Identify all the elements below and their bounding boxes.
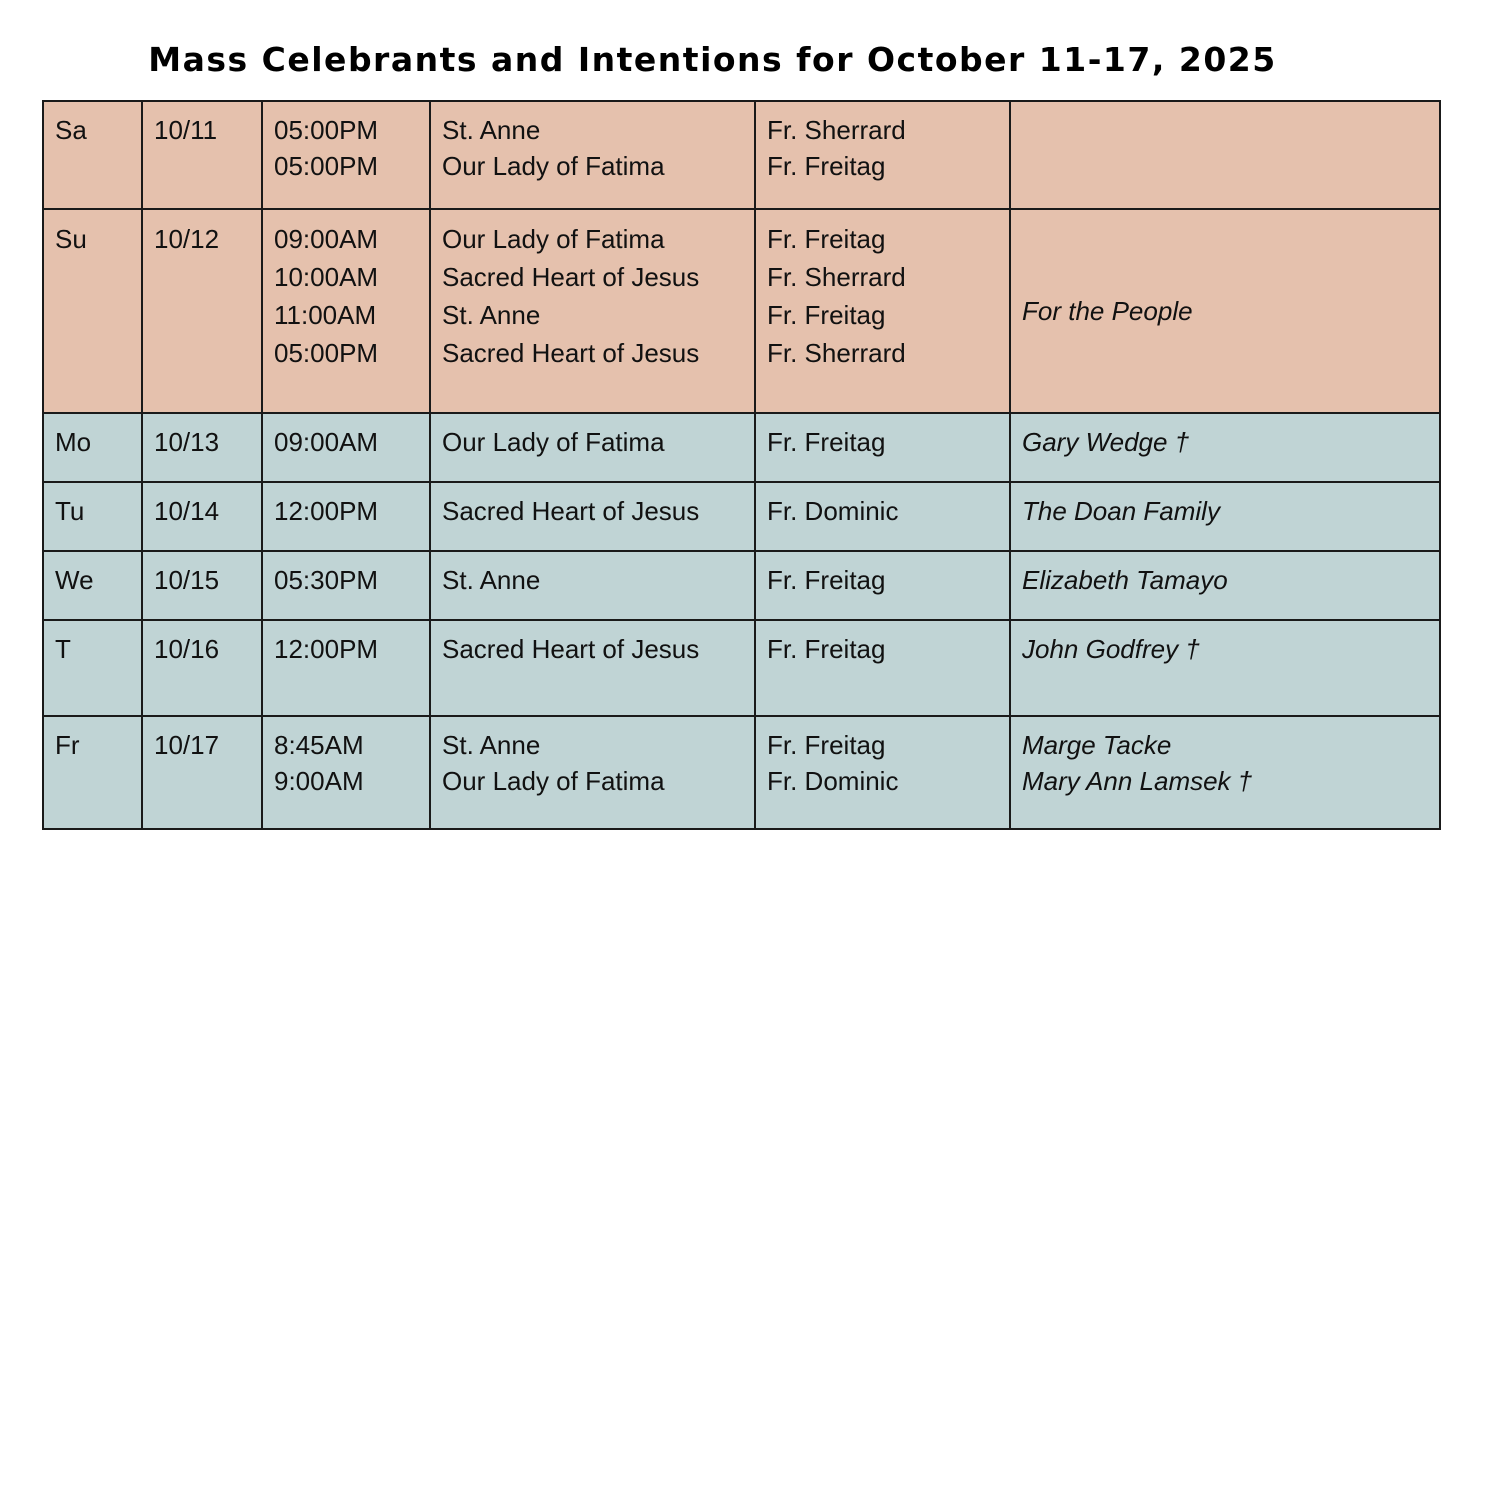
mass-time: 05:00PM bbox=[274, 338, 379, 368]
date-cell: 10/16 bbox=[142, 620, 262, 716]
church-name: Sacred Heart of Jesus bbox=[442, 338, 700, 368]
time-cell bbox=[262, 482, 430, 551]
church-cell bbox=[430, 551, 755, 620]
table-row bbox=[43, 101, 1440, 209]
church-name: Our Lady of Fatima bbox=[442, 427, 665, 457]
church-cell bbox=[430, 413, 755, 482]
mass-time: 09:00AM bbox=[274, 427, 379, 457]
church-name: St. Anne bbox=[442, 730, 541, 760]
church-name: Our Lady of Fatima bbox=[442, 766, 665, 796]
date-cell: 10/17 bbox=[142, 716, 262, 829]
church-name: Our Lady of Fatima bbox=[442, 224, 665, 254]
page-title: Mass Celebrants and Intentions for October 11-17, 2025 bbox=[148, 40, 1277, 79]
day-cell: Fr bbox=[43, 716, 142, 829]
table-row bbox=[43, 551, 1440, 620]
celebrant-name: Fr. Dominic bbox=[767, 766, 899, 796]
celebrant-name: Fr. Sherrard bbox=[767, 115, 906, 145]
time-cell bbox=[262, 101, 430, 209]
church-cell bbox=[430, 209, 755, 413]
mass-time: 05:00PM bbox=[274, 115, 379, 145]
table-row bbox=[43, 482, 1440, 551]
table-row bbox=[43, 716, 1440, 829]
date-cell: 10/14 bbox=[142, 482, 262, 551]
table-row bbox=[43, 413, 1440, 482]
mass-time: 05:00PM bbox=[274, 151, 379, 181]
celebrant-cell bbox=[755, 209, 1010, 413]
mass-schedule-table bbox=[42, 100, 1441, 830]
church-name: St. Anne bbox=[442, 300, 541, 330]
church-cell bbox=[430, 482, 755, 551]
time-cell bbox=[262, 551, 430, 620]
day-cell: T bbox=[43, 620, 142, 716]
mass-time: 12:00PM bbox=[274, 634, 379, 664]
church-name: Our Lady of Fatima bbox=[442, 151, 665, 181]
intention-text: John Godfrey † bbox=[1022, 634, 1200, 664]
mass-time: 11:00AM bbox=[274, 300, 377, 330]
celebrant-name: Fr. Sherrard bbox=[767, 338, 906, 368]
intention-cell bbox=[1010, 716, 1440, 829]
celebrant-name: Fr. Freitag bbox=[767, 151, 886, 181]
celebrant-name: Fr. Freitag bbox=[767, 565, 886, 595]
celebrant-cell bbox=[755, 482, 1010, 551]
day-cell: Sa bbox=[43, 101, 142, 209]
intention-text: Gary Wedge † bbox=[1022, 427, 1190, 457]
celebrant-cell bbox=[755, 413, 1010, 482]
intention-cell bbox=[1010, 209, 1440, 413]
church-name: Sacred Heart of Jesus bbox=[442, 262, 700, 292]
intention-cell bbox=[1010, 101, 1440, 209]
mass-time: 8:45AM bbox=[274, 730, 364, 760]
mass-time: 9:00AM bbox=[274, 766, 364, 796]
church-name: Sacred Heart of Jesus bbox=[442, 634, 700, 664]
intention-cell bbox=[1010, 413, 1440, 482]
celebrant-name: Fr. Freitag bbox=[767, 300, 886, 330]
church-cell bbox=[430, 101, 755, 209]
intention-text: Mary Ann Lamsek † bbox=[1022, 766, 1253, 796]
intention-text: Elizabeth Tamayo bbox=[1022, 565, 1228, 595]
day-cell: We bbox=[43, 551, 142, 620]
church-name: Sacred Heart of Jesus bbox=[442, 496, 700, 526]
intention-text: For the People bbox=[1022, 296, 1193, 326]
intention-cell bbox=[1010, 482, 1440, 551]
intention-cell bbox=[1010, 620, 1440, 716]
intention-text: Marge Tacke bbox=[1022, 730, 1172, 760]
celebrant-name: Fr. Freitag bbox=[767, 634, 886, 664]
date-cell: 10/11 bbox=[142, 101, 262, 209]
table-row bbox=[43, 209, 1440, 413]
celebrant-cell bbox=[755, 716, 1010, 829]
day-cell: Tu bbox=[43, 482, 142, 551]
day-cell: Su bbox=[43, 209, 142, 413]
church-cell bbox=[430, 620, 755, 716]
date-cell: 10/13 bbox=[142, 413, 262, 482]
day-cell: Mo bbox=[43, 413, 142, 482]
mass-time: 05:30PM bbox=[274, 565, 379, 595]
table-row bbox=[43, 620, 1440, 716]
celebrant-name: Fr. Sherrard bbox=[767, 262, 906, 292]
church-name: St. Anne bbox=[442, 115, 541, 145]
celebrant-name: Fr. Freitag bbox=[767, 427, 886, 457]
intention-cell bbox=[1010, 551, 1440, 620]
celebrant-cell bbox=[755, 551, 1010, 620]
church-name: St. Anne bbox=[442, 565, 541, 595]
celebrant-name: Fr. Freitag bbox=[767, 730, 886, 760]
church-cell bbox=[430, 716, 755, 829]
intention-text: The Doan Family bbox=[1022, 496, 1220, 526]
time-cell bbox=[262, 413, 430, 482]
mass-time: 10:00AM bbox=[274, 262, 379, 292]
time-cell bbox=[262, 716, 430, 829]
celebrant-name: Fr. Dominic bbox=[767, 496, 899, 526]
celebrant-cell bbox=[755, 101, 1010, 209]
time-cell bbox=[262, 620, 430, 716]
time-cell bbox=[262, 209, 430, 413]
date-cell: 10/15 bbox=[142, 551, 262, 620]
celebrant-name: Fr. Freitag bbox=[767, 224, 886, 254]
celebrant-cell bbox=[755, 620, 1010, 716]
mass-time: 12:00PM bbox=[274, 496, 379, 526]
mass-time: 09:00AM bbox=[274, 224, 379, 254]
date-cell: 10/12 bbox=[142, 209, 262, 413]
